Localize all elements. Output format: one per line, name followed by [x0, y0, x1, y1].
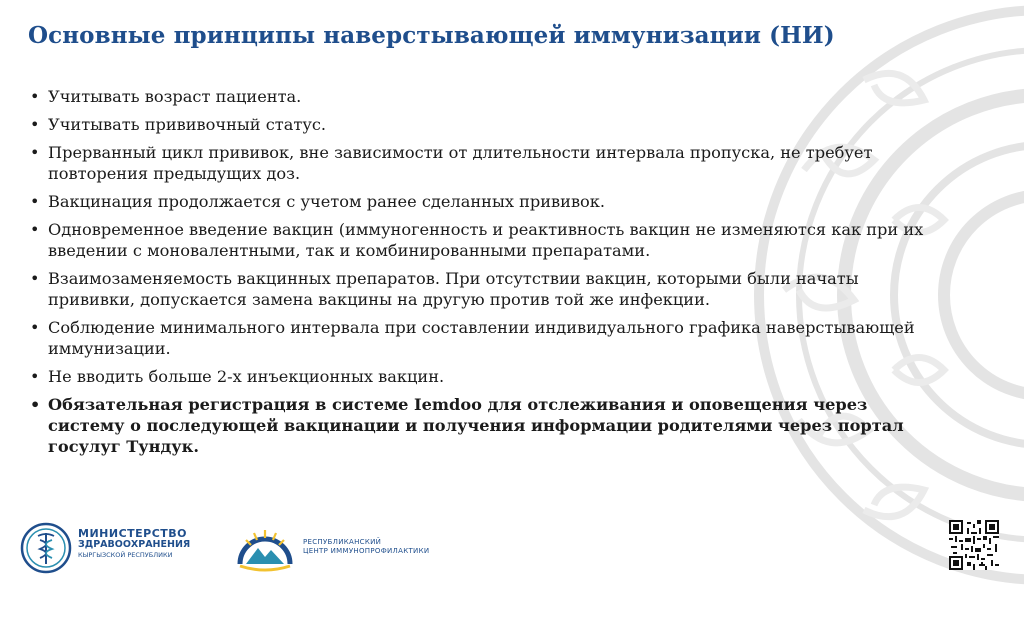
rcip-line-2: ЦЕНТР ИММУНОПРОФИЛАКТИКИ [303, 547, 430, 555]
bullet-icon: • [30, 143, 40, 162]
bullet-icon: • [30, 192, 40, 211]
ministry-line-3: КЫРГЫЗСКОЙ РЕСПУБЛИКИ [78, 551, 173, 559]
list-item [30, 114, 930, 135]
list-item-text: Соблюдение минимального интервала при составлении индивидуального графика наверстывающей иммунизации. [48, 318, 915, 358]
list-item-text: Прерванный цикл прививок, вне зависимости от длительности интервала пропуска, не требует повторения предыдущих доз. [48, 143, 873, 183]
rcip-name [303, 538, 429, 556]
list-item-text: Обязательная регистрация в системе Iemdoo для отслеживания и оповещения через систему о последующей вакцинации и получения информации родителями через портал госулуг Тундук. [48, 395, 904, 456]
list-item-text: Одновременное введение вакцин (иммуногенность и реактивность вакцин не изменяются как при их введении с моновалентными, так и комбинированными препаратами. [48, 220, 924, 260]
ministry-line-1: МИНИСТЕРСТВО [78, 527, 188, 540]
list-item-text: Взаимозаменяемость вакцинных препаратов. При отсутствии вакцин, которыми были начаты прививки, допускается замена вакцины на другую против той же инфекции. [48, 269, 859, 309]
list-item-text: Учитывать возраст пациента. [48, 87, 302, 106]
list-item-text: Учитывать прививочный статус. [48, 115, 327, 134]
bullet-icon: • [30, 269, 40, 288]
ministry-name [78, 528, 190, 561]
caduceus-emblem-icon [20, 522, 72, 574]
bullet-icon: • [30, 395, 41, 414]
bullet-list [30, 86, 930, 464]
list-item [30, 317, 930, 359]
list-item [30, 191, 930, 212]
list-item [30, 366, 930, 387]
list-item [30, 268, 930, 310]
rcip-line-1: РЕСПУБЛИКАНСКИЙ [303, 538, 382, 546]
sun-mountain-emblem-icon [232, 522, 298, 574]
ministry-line-2: ЗДРАВООХРАНЕНИЯ [78, 539, 191, 550]
list-item-text: Не вводить больше 2-х инъекционных вакцин. [48, 367, 445, 386]
list-item-text: Вакцинация продолжается с учетом ранее сделанных прививок. [48, 192, 606, 211]
page-title: Основные принципы наверстывающей иммунизации (НИ) [28, 22, 835, 49]
bullet-icon: • [30, 220, 40, 239]
list-item-emphasis [30, 394, 930, 457]
bullet-icon: • [30, 115, 40, 134]
bullet-icon: • [30, 87, 40, 106]
bullet-icon: • [30, 318, 40, 337]
list-item [30, 86, 930, 107]
bullet-icon: • [30, 367, 40, 386]
footer-logos [20, 522, 460, 572]
qr-code-icon [949, 520, 999, 570]
list-item [30, 219, 930, 261]
list-item [30, 142, 930, 184]
